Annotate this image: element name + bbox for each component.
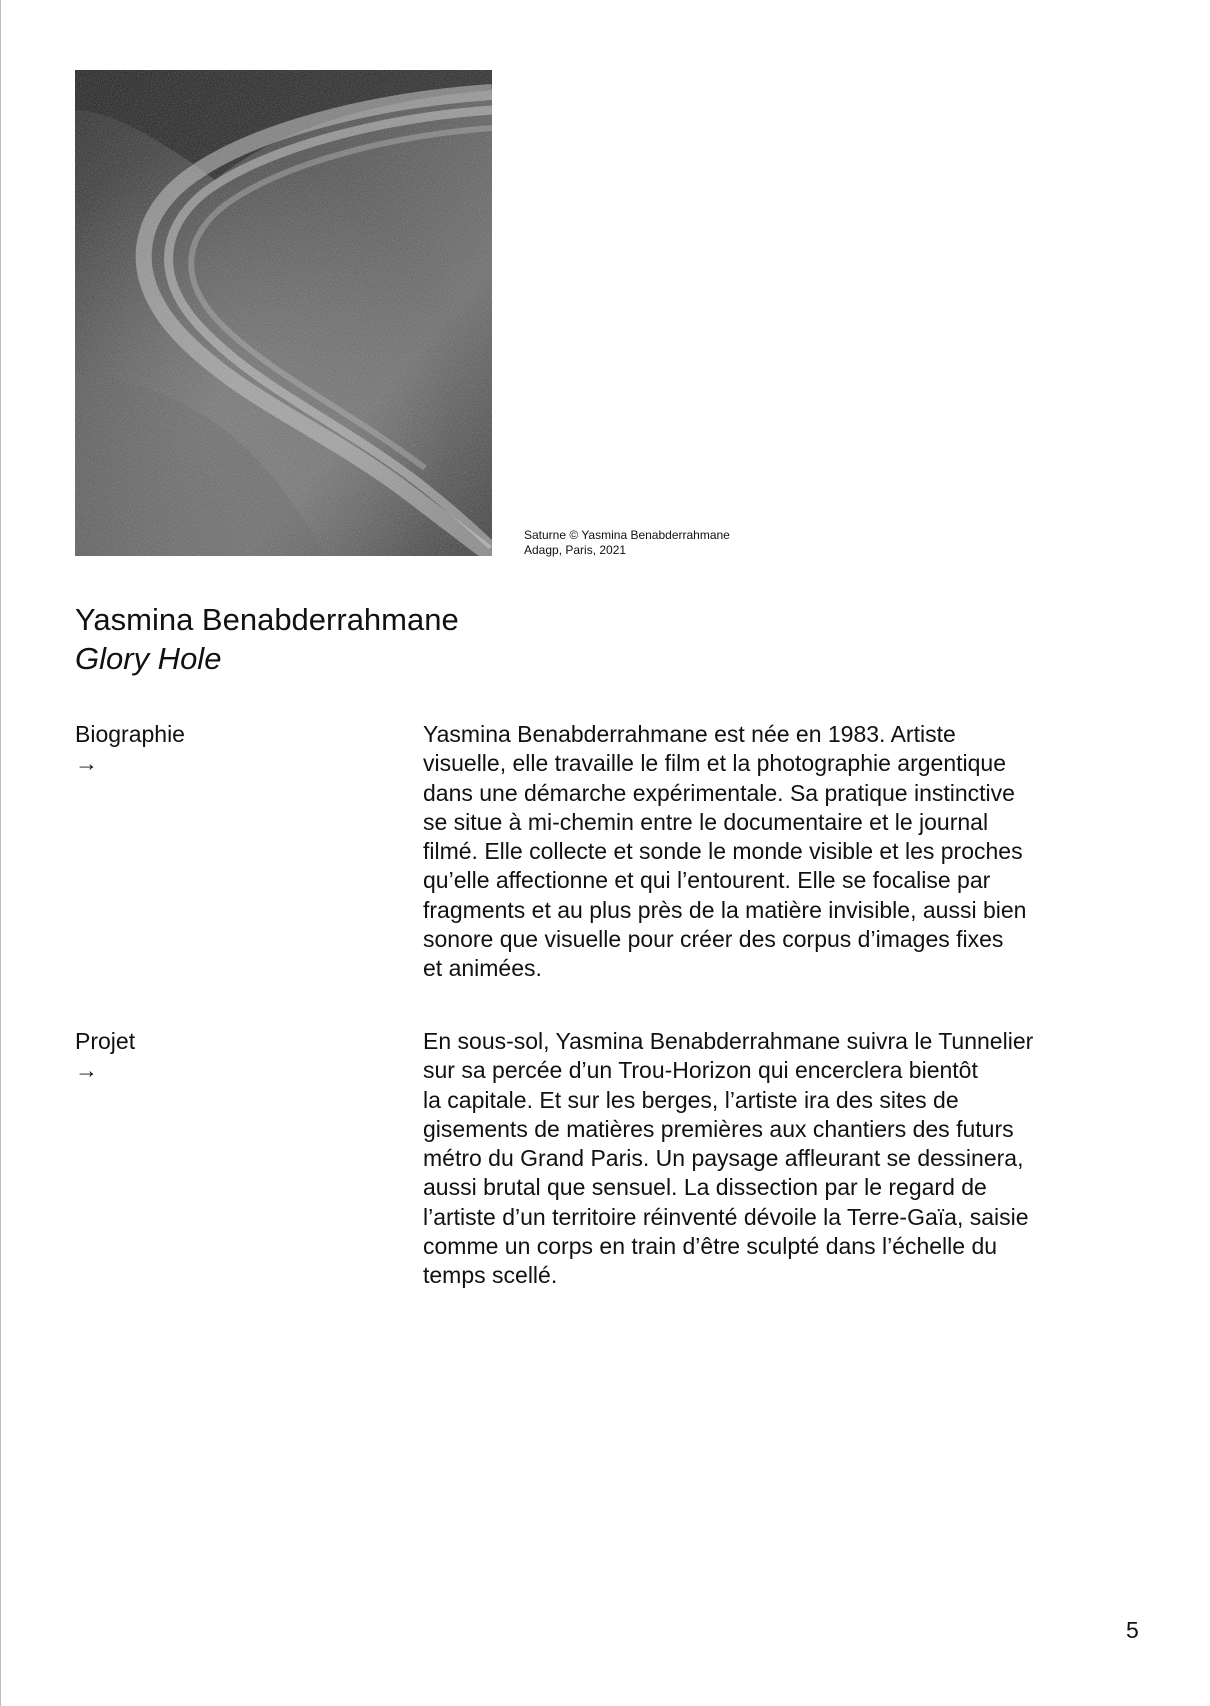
biography-line: fragments et au plus près de la matière invisible, aussi bien bbox=[423, 896, 1027, 923]
biography-line: qu’elle affectionne et qui l’entourent. Elle se focalise par bbox=[423, 867, 991, 894]
project-label-block bbox=[75, 1027, 135, 1085]
project-line: En sous-sol, Yasmina Benabderrahmane suivra le Tunnelier bbox=[423, 1028, 1034, 1054]
project-line: aussi brutal que sensuel. La dissection par le regard de bbox=[423, 1174, 987, 1201]
arrow-right-icon: → bbox=[75, 1057, 98, 1083]
artist-heading bbox=[75, 600, 459, 678]
project-line: la capitale. Et sur les berges, l’artiste ira des sites de bbox=[423, 1086, 959, 1113]
artwork-photo bbox=[75, 70, 492, 556]
biography-line: Yasmina Benabderrahmane est née en 1983. Artiste bbox=[423, 721, 956, 747]
biography-line: et animées. bbox=[423, 955, 542, 982]
project-line: gisements de matières premières aux chantiers des futurs bbox=[423, 1115, 1014, 1142]
project-label: Projet bbox=[75, 1028, 136, 1054]
project-line: métro du Grand Paris. Un paysage affleurant se dessinera, bbox=[423, 1145, 1024, 1172]
project-line: temps scellé. bbox=[423, 1262, 558, 1289]
arrow-right-icon: → bbox=[75, 750, 98, 776]
project-line: sur sa percée d’un Trou-Horizon qui encerclera bientôt bbox=[423, 1057, 978, 1084]
project-text bbox=[423, 1027, 1143, 1291]
caption-line-2: Adagp, Paris, 2021 bbox=[524, 543, 627, 557]
page-edge bbox=[0, 0, 1, 1706]
biography-label: Biographie bbox=[75, 721, 185, 747]
caption-line-1: Saturne © Yasmina Benabderrahmane bbox=[524, 528, 730, 542]
biography-line: sonore que visuelle pour créer des corpus d’images fixes bbox=[423, 926, 1004, 953]
biography-text bbox=[423, 720, 1143, 984]
artist-name: Yasmina Benabderrahmane bbox=[75, 602, 459, 637]
project-line: l’artiste d’un territoire réinventé dévoile la Terre-Gaïa, saisie bbox=[423, 1203, 1029, 1230]
page-number: 5 bbox=[1126, 1617, 1139, 1643]
work-title: Glory Hole bbox=[75, 641, 222, 676]
project-line: comme un corps en train d’être sculpté dans l’échelle du bbox=[423, 1233, 998, 1260]
artwork-photo-graphic bbox=[75, 70, 492, 556]
biography-line: dans une démarche expérimentale. Sa pratique instinctive bbox=[423, 779, 1015, 806]
biography-line: filmé. Elle collecte et sonde le monde visible et les proches bbox=[423, 838, 1023, 865]
biography-label-block bbox=[75, 720, 185, 778]
biography-line: visuelle, elle travaille le film et la photographie argentique bbox=[423, 750, 1007, 777]
photo-caption bbox=[524, 528, 730, 558]
biography-line: se situe à mi-chemin entre le documentaire et le journal bbox=[423, 808, 989, 835]
